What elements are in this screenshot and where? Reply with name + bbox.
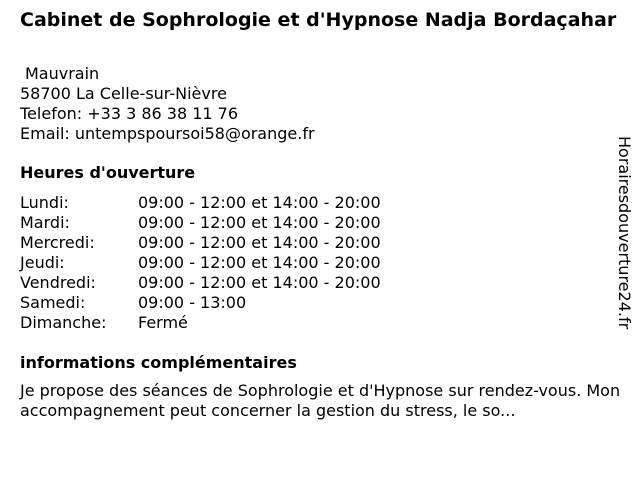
info-heading: informations complémentaires (20, 353, 297, 372)
day-label: Lundi: (20, 193, 69, 212)
phone-line: Telefon: +33 3 86 38 11 76 (20, 104, 239, 123)
day-time: 09:00 - 12:00 et 14:00 - 20:00 (138, 273, 381, 292)
day-label: Dimanche: (20, 313, 107, 332)
hours-row-monday (20, 193, 381, 213)
hours-row-wednesday (20, 233, 381, 253)
day-label: Jeudi: (20, 253, 65, 272)
hours-row-sunday (20, 313, 381, 333)
hours-row-thursday (20, 253, 381, 273)
day-time: Fermé (138, 313, 188, 332)
day-label: Samedi: (20, 293, 86, 312)
hours-row-saturday (20, 293, 381, 313)
address-block (20, 64, 315, 144)
day-time: 09:00 - 12:00 et 14:00 - 20:00 (138, 213, 381, 232)
email-line: Email: untempspoursoi58@orange.fr (20, 124, 315, 143)
day-label: Mardi: (20, 213, 70, 232)
city-line: 58700 La Celle-sur-Nièvre (20, 84, 227, 103)
day-label: Mercredi: (20, 233, 95, 252)
info-text: Je propose des séances de Sophrologie et d'Hypnose sur rendez-vous. Mon accompagnement peut concerner la gestion du stress, le so... (20, 381, 621, 420)
hours-row-tuesday (20, 213, 381, 233)
day-label: Vendredi: (20, 273, 96, 292)
business-name: Cabinet de Sophrologie et d'Hypnose Nadja Bordaçahar (20, 9, 617, 31)
opening-hours (20, 193, 381, 333)
hours-heading: Heures d'ouverture (20, 163, 196, 182)
hours-row-friday (20, 273, 381, 293)
day-time: 09:00 - 12:00 et 14:00 - 20:00 (138, 233, 381, 252)
street-line: Mauvrain (25, 64, 100, 83)
day-time: 09:00 - 13:00 (138, 293, 247, 312)
day-time: 09:00 - 12:00 et 14:00 - 20:00 (138, 253, 381, 272)
day-time: 09:00 - 12:00 et 14:00 - 20:00 (138, 193, 381, 212)
site-watermark: Horairesdouverture24.fr (615, 136, 634, 330)
